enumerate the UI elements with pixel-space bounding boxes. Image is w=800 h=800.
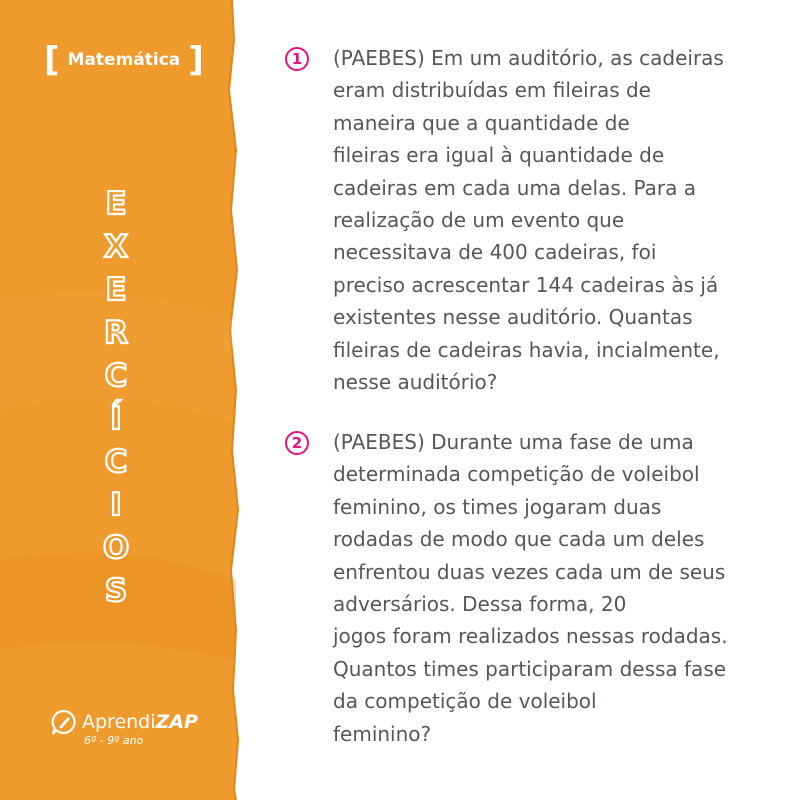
question-line: preciso acrescentar 144 cadeiras às já (333, 272, 719, 297)
question-line: (PAEBES) Durante uma fase de uma (333, 430, 694, 454)
title-letter: O (102, 530, 130, 566)
vertical-title-exercicios (96, 183, 136, 613)
title-letter: I (110, 487, 122, 523)
question-line: da competição de voleibol (333, 689, 597, 714)
question-text (333, 426, 765, 750)
bracket-close: ] (188, 40, 204, 80)
title-letter: Í (110, 401, 122, 437)
question-line: enfrentou duas vezes cada um de seus (333, 559, 726, 584)
logo-wordmark (82, 711, 198, 733)
title-letter: E (105, 272, 127, 308)
question-line: feminino? (333, 721, 432, 746)
pencil-chat-bubble-icon (50, 708, 78, 736)
question-line: jogos foram realizados nessas rodadas. (333, 624, 728, 649)
question-line: necessitava de 400 cadeiras, foi (333, 240, 657, 265)
question-line: existentes nesse auditório. Quantas (333, 305, 693, 330)
question-line: Quantos times participaram dessa fase (333, 656, 727, 681)
question-line: realização de um evento que (333, 208, 625, 233)
question-2 (285, 426, 765, 750)
logo-brand-bold: ZAP (155, 711, 198, 733)
question-line: eram distribuídas em fileiras de (333, 78, 651, 103)
title-letter: S (104, 573, 128, 609)
sidebar-panel (0, 0, 252, 800)
subject-label-group (44, 40, 204, 80)
bracket-open: [ (44, 40, 60, 80)
question-1 (285, 42, 765, 398)
logo-grades: 6º - 9º ano (84, 734, 144, 747)
question-line: (PAEBES) Em um auditório, as cadeiras (333, 46, 724, 70)
question-line: maneira que a quantidade de (333, 110, 630, 135)
question-line: determinada competição de voleibol (333, 462, 700, 487)
logo-brand-light: Aprendi (82, 711, 156, 733)
question-line: rodadas de modo que cada um deles (333, 527, 705, 552)
title-letter: X (104, 229, 128, 265)
question-line: fileiras de cadeiras havia, incialmente, (333, 337, 720, 362)
question-line: fileiras era igual à quantidade de (333, 143, 665, 168)
question-line: nesse auditório? (333, 370, 498, 395)
question-line: adversários. Dessa forma, 20 (333, 592, 627, 617)
question-number-badge: 2 (285, 431, 309, 455)
title-letter: R (104, 315, 128, 351)
title-letter: C (104, 358, 128, 394)
question-line: feminino, os times jogaram duas (333, 494, 662, 519)
question-line: cadeiras em cada uma delas. Para a (333, 175, 696, 200)
title-letter: E (105, 186, 127, 222)
subject-label: Matemática (67, 50, 181, 70)
question-number-badge: 1 (285, 47, 309, 71)
title-letter: C (104, 444, 128, 480)
question-text (333, 42, 765, 398)
aprendizap-logo (50, 708, 198, 736)
